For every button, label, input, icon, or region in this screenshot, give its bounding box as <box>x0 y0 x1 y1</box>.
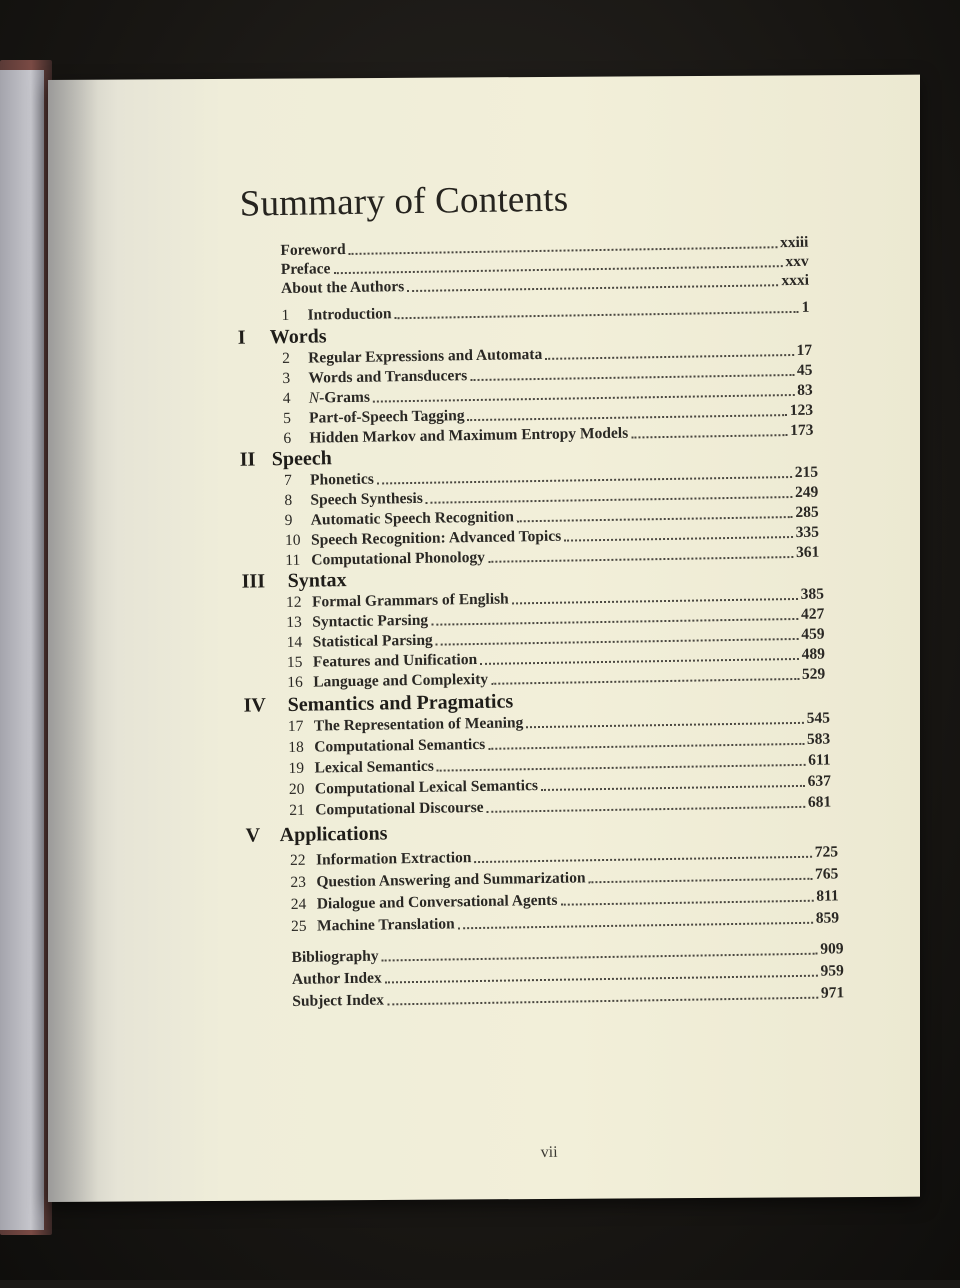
chapter-number: 13 <box>286 613 302 631</box>
leader-dots <box>407 284 778 292</box>
chapter-title: Regular Expressions and Automata <box>308 345 543 367</box>
toc-entry-page: 909 <box>820 940 844 958</box>
leader-dots <box>589 878 813 884</box>
chapter-number: 10 <box>284 531 301 549</box>
chapter-page: 765 <box>814 865 839 883</box>
leader-dots <box>526 722 803 728</box>
chapter-title: Automatic Speech Recognition <box>310 508 515 529</box>
chapter-page: 637 <box>807 772 832 790</box>
chapter-page: 335 <box>795 523 820 541</box>
chapter-title: Computational Phonology <box>311 548 486 569</box>
page-title: Summary of Contents <box>239 178 569 225</box>
chapter-title: Hidden Markov and Maximum Entropy Models <box>309 424 629 447</box>
toc-entry-label: Preface <box>280 260 331 279</box>
chapter-number: 25 <box>290 917 307 935</box>
chapter-title-italic: N <box>308 389 320 407</box>
chapter-page: 811 <box>816 887 839 905</box>
chapter-page: 529 <box>801 665 826 683</box>
chapter-title: Syntactic Parsing <box>312 611 429 631</box>
part-heading-v <box>245 822 387 847</box>
part-numeral: V <box>245 824 261 847</box>
chapter-number: 14 <box>286 633 303 651</box>
leader-dots <box>564 536 793 542</box>
chapter-title: Question Answering and Summarization <box>316 869 586 891</box>
chapter-number: 2 <box>282 349 291 368</box>
part-heading-ii <box>240 447 332 471</box>
chapter-number: 3 <box>282 369 291 388</box>
toc-entry-label: About the Authors <box>280 278 405 298</box>
part-numeral: II <box>239 448 256 471</box>
toc-entry-page: xxxi <box>781 271 810 290</box>
part-name: Semantics and Pragmatics <box>287 690 514 716</box>
chapter-title: Computational Lexical Semantics <box>314 777 539 798</box>
chapter-title: Formal Grammars of English <box>311 590 509 611</box>
chapter-title: Dialogue and Conversational Agents <box>316 891 558 913</box>
chapter-title-rest: -Grams <box>319 388 371 407</box>
chapter-title: Language and Complexity <box>313 670 489 691</box>
chapter-page: 173 <box>789 421 814 440</box>
chapter-title: Computational Discourse <box>315 798 484 819</box>
toc-chapter-1 <box>281 297 809 325</box>
chapter-title: Computational Semantics <box>314 735 486 756</box>
chapter-page: 285 <box>795 503 819 521</box>
chapter-title <box>309 389 370 408</box>
chapter-title: Statistical Parsing <box>312 631 433 651</box>
chapter-page: 1 <box>801 298 810 316</box>
chapter-page: 459 <box>801 625 825 643</box>
chapter-page: 83 <box>797 381 813 399</box>
leader-dots <box>512 598 798 604</box>
chapter-title: Speech Synthesis <box>310 489 423 509</box>
chapter-title: Phonetics <box>309 470 374 489</box>
leader-dots <box>541 785 805 791</box>
chapter-number: 22 <box>289 851 306 869</box>
chapter-title: Part-of-Speech Tagging <box>308 407 465 427</box>
part-name: Speech <box>271 447 332 471</box>
chapter-page: 611 <box>808 751 831 769</box>
chapter-page: 489 <box>801 645 826 663</box>
part-name: Applications <box>279 822 388 847</box>
chapter-number: 15 <box>286 653 303 671</box>
part-numeral: I <box>237 326 246 349</box>
chapter-page: 385 <box>800 585 825 603</box>
chapter-page: 725 <box>814 843 839 861</box>
chapter-title: Features and Unification <box>312 650 478 671</box>
part-heading-i <box>238 325 327 349</box>
leader-dots <box>475 856 812 863</box>
chapter-number: 12 <box>285 593 302 611</box>
chapter-title: Words and Transducers <box>308 367 468 387</box>
leader-dots <box>488 556 793 563</box>
leader-dots <box>382 953 818 962</box>
leader-dots <box>491 678 799 685</box>
toc-entry-label: Bibliography <box>291 947 379 966</box>
leader-dots <box>488 743 804 750</box>
chapter-page: 583 <box>806 730 831 748</box>
chapter-number: 1 <box>281 306 290 325</box>
leader-dots <box>517 516 793 522</box>
toc-entry-page: 971 <box>820 984 845 1002</box>
chapter-number: 16 <box>287 673 303 691</box>
chapter-page: 123 <box>789 401 814 420</box>
toc-entry-label: Foreword <box>280 241 346 260</box>
chapter-page: 215 <box>794 463 819 481</box>
chapter-page: 427 <box>800 605 825 623</box>
toc-entry-label: Author Index <box>291 969 382 988</box>
chapter-title: Lexical Semantics <box>314 757 434 777</box>
chapter-number: 21 <box>289 801 305 819</box>
part-numeral: III <box>241 570 266 593</box>
chapter-number: 19 <box>288 759 305 777</box>
chapter-number: 6 <box>283 429 292 448</box>
leader-dots <box>395 311 799 319</box>
chapter-number: 7 <box>283 471 292 490</box>
toc-entry-label: Subject Index <box>292 991 385 1010</box>
chapter-number: 11 <box>285 551 301 569</box>
toc-entry-page: xxv <box>785 252 809 271</box>
toc-entry-page: 959 <box>820 962 844 980</box>
toc-entry-page: xxiii <box>779 233 809 252</box>
chapter-page: 545 <box>806 709 831 727</box>
leader-dots <box>487 806 805 813</box>
chapter-number: 23 <box>290 873 307 891</box>
chapter-title: Machine Translation <box>316 915 455 935</box>
chapter-page: 859 <box>815 909 840 927</box>
chapter-page: 361 <box>795 543 820 561</box>
page-number: vii <box>540 1143 558 1162</box>
chapter-number: 20 <box>288 780 305 798</box>
chapter-title: Introduction <box>307 305 392 324</box>
part-numeral: IV <box>243 694 267 717</box>
part-name: Words <box>269 325 327 349</box>
chapter-title: Speech Recognition: Advanced Topics <box>310 527 562 549</box>
leader-dots <box>387 997 818 1006</box>
leader-dots <box>458 922 813 930</box>
leader-dots <box>631 434 787 438</box>
chapter-number: 5 <box>282 409 292 428</box>
chapter-number: 9 <box>284 511 293 529</box>
chapter-title: Information Extraction <box>315 849 472 869</box>
chapter-page: 249 <box>794 483 819 501</box>
chapter-number: 8 <box>284 491 293 510</box>
part-name: Syntax <box>287 569 347 592</box>
chapter-number: 24 <box>290 895 307 913</box>
leader-dots <box>560 900 813 906</box>
chapter-page: 17 <box>796 341 813 359</box>
leader-dots <box>545 354 793 360</box>
chapter-page: 45 <box>796 361 813 379</box>
leader-dots <box>385 975 818 984</box>
part-heading-iii <box>242 569 347 594</box>
leader-dots <box>437 764 805 772</box>
chapter-number: 18 <box>288 738 304 756</box>
chapter-page: 681 <box>807 793 832 811</box>
chapter-number: 17 <box>287 717 304 735</box>
chapter-number: 4 <box>282 389 291 408</box>
chapter-title: The Representation of Meaning <box>313 714 524 735</box>
